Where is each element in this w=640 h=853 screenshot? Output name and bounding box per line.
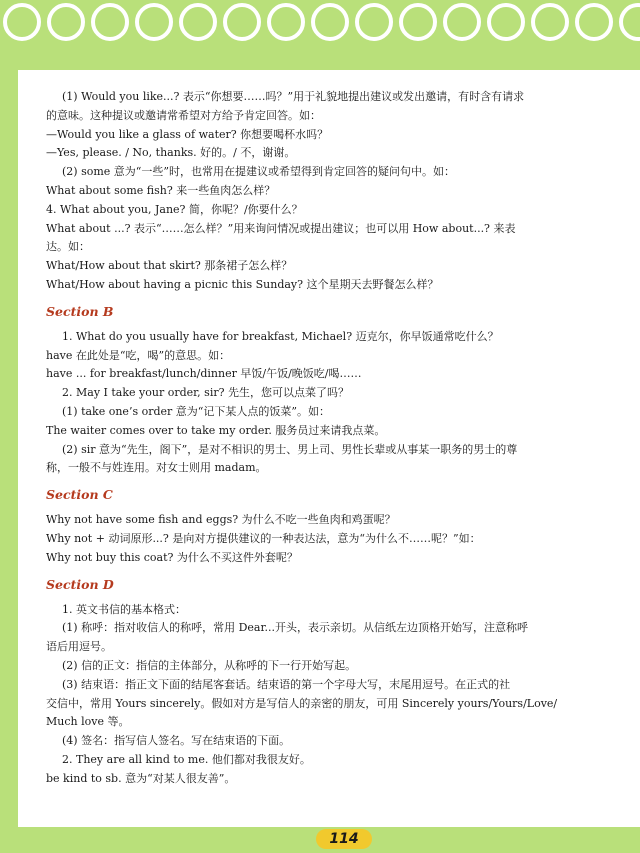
text-line: (4) 签名：指写信人签名。写在结束语的下面。 xyxy=(62,734,291,748)
text-line: —Yes, please. / No, thanks. 好的。/ 不，谢谢。 xyxy=(46,146,296,160)
left-margin-strip xyxy=(0,70,18,853)
text-line: What about some fish? 来一些鱼肉怎么样？ xyxy=(46,183,276,197)
text-line: 达。如： xyxy=(46,240,90,254)
section-c-title: Section C xyxy=(46,487,113,503)
text-line: (2) some 意为“一些”时，也常用在提建议或希望得到肯定回答的疑问句中。如： xyxy=(62,165,456,179)
section-a-block xyxy=(46,88,621,295)
header-decoration-band xyxy=(0,0,640,70)
text-line: The waiter comes over to take my order. 服务员过来请我点菜。 xyxy=(46,423,386,437)
text-line: What/How about that skirt? 那条裙子怎么样？ xyxy=(46,259,293,273)
text-line: (1) Would you like...? 表示“你想要……吗？”用于礼貌地提出建议或发出邀请，有时含有请求 xyxy=(62,90,525,103)
text-line: —Would you like a glass of water? 你想要喝杯水吗？ xyxy=(46,127,329,141)
text-line: Why not have some fish and eggs? 为什么不吃一些鱼肉和鸡蛋呢？ xyxy=(46,513,396,527)
decorative-circle xyxy=(181,5,215,39)
text-line: Much love 等。 xyxy=(46,715,130,729)
page-number-badge: 114 xyxy=(316,829,372,849)
decorative-circle xyxy=(225,5,259,39)
text-line: 称，一般不与姓连用。对女士则用 madam。 xyxy=(46,461,267,475)
text-line: (1) take one’s order 意为“记下某人点的饭菜”。如： xyxy=(62,404,331,418)
decorative-circle xyxy=(357,5,391,39)
text-line: 1. What do you usually have for breakfast, Michael? 迈克尔，你早饭通常吃什么？ xyxy=(62,329,499,343)
text-line: What about ...? 表示“……怎么样？”用来询问情况或提出建议；也可以用 How about...? 来表 xyxy=(46,221,516,235)
section-b-title: Section B xyxy=(46,303,114,319)
decorative-circle xyxy=(401,5,435,39)
text-line: 2. They are all kind to me. 他们都对我很友好。 xyxy=(62,752,311,766)
text-line: be kind to sb. 意为“对某人很友善”。 xyxy=(46,771,236,785)
text-line: 交信中，常用 Yours sincerely。假如对方是写信人的亲密的朋友，可用 Sincerely yours/Yours/Love/ xyxy=(46,696,558,710)
decorative-circle xyxy=(49,5,83,39)
section-d-block xyxy=(46,601,621,789)
section-c-block xyxy=(46,511,621,567)
decorative-circle xyxy=(5,5,39,39)
text-line: 4. What about you, Jane? 简，你呢？/你要什么？ xyxy=(46,202,303,216)
decorative-circle xyxy=(621,5,640,39)
decorative-circle xyxy=(533,5,567,39)
text-line: What/How about having a picnic this Sunday? 这个星期天去野餐怎么样？ xyxy=(46,277,439,291)
decorative-circle xyxy=(93,5,127,39)
text-line: Why not buy this coat? 为什么不买这件外套呢？ xyxy=(46,550,298,564)
text-line: (2) 信的正文：指信的主体部分，从称呼的下一行开始写起。 xyxy=(62,658,357,672)
section-b-block xyxy=(46,328,621,478)
section-d-title: Section D xyxy=(46,576,114,592)
decorative-circle xyxy=(137,5,171,39)
circle-pattern-decoration xyxy=(0,0,640,70)
page-content xyxy=(46,88,621,789)
decorative-circle xyxy=(269,5,303,39)
decorative-circle xyxy=(577,5,611,39)
text-line: (3) 结束语：指正文下面的结尾客套话。结束语的第一个字母大写，末尾用逗号。在正式的社 xyxy=(62,677,511,691)
text-line: (2) sir 意为“先生，阁下”，是对不相识的男士、男上司、男性长辈或从事某一职务的男士的尊 xyxy=(62,442,518,456)
text-line: 1. 英文书信的基本格式： xyxy=(62,602,186,616)
decorative-circle xyxy=(445,5,479,39)
text-line: 的意味。这种提议或邀请常希望对方给予肯定回答。如： xyxy=(46,108,321,122)
text-line: Why not + 动词原形...? 是向对方提供建议的一种表达法，意为“为什么不……呢？”如： xyxy=(46,531,481,545)
text-line: 语后用逗号。 xyxy=(46,640,112,654)
text-line: 2. May I take your order, sir? 先生，您可以点菜了吗？ xyxy=(62,386,349,400)
text-line: (1) 称呼：指对收信人的称呼，常用 Dear...开头，表示亲切。从信纸左边顶格开始写，注意称呼 xyxy=(62,621,528,635)
text-line: have 在此处是“吃，喝”的意思。如： xyxy=(46,348,231,362)
decorative-circle xyxy=(313,5,347,39)
text-line: have ... for breakfast/lunch/dinner 早饭/午饭/晚饭吃/喝…… xyxy=(46,367,362,381)
decorative-circle xyxy=(489,5,523,39)
